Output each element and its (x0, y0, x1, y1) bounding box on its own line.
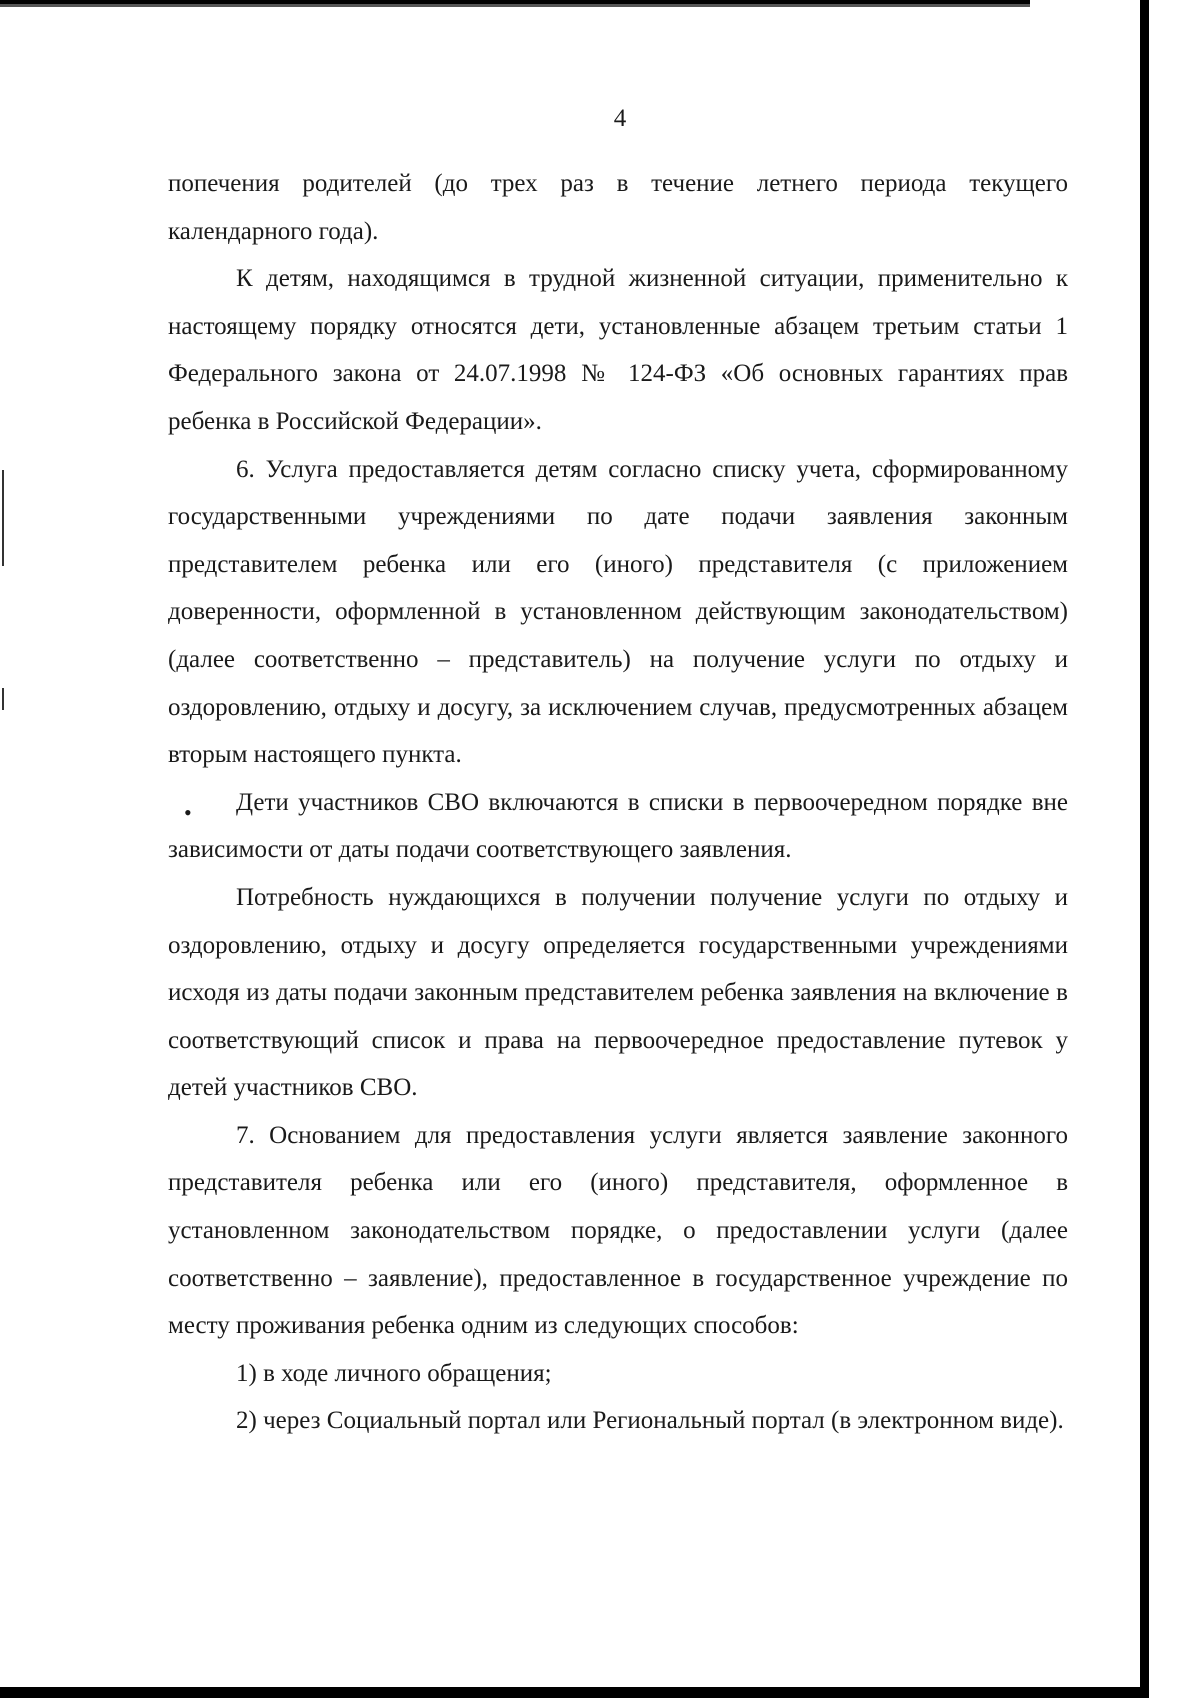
paragraph-continuation: попечения родителей (до трех раз в течение летнего периода текущего календарного года). (168, 170, 1068, 245)
scan-top-edge (0, 0, 1030, 7)
bullet-mark: • (184, 800, 192, 825)
paragraph-children-definition: К детям, находящимся в трудной жизненной ситуации, применительно к настоящему порядку относятся дети, установленные абзацем третьим статьи 1 Федерального закона от 24.07.1998 № 124-ФЗ «Об основных гарантиях прав ребенка в Российской Федерации». (168, 265, 1068, 435)
scan-margin-mark (2, 470, 4, 566)
scan-bottom-edge (0, 1687, 1149, 1698)
scan-margin-mark (2, 688, 4, 710)
list-item-1: 1) в ходе личного обращения; (236, 1359, 552, 1387)
paragraph-demand: Потребность нуждающихся в получении получение услуги по отдыху и оздоровлению, отдыху и досугу определяется государственными учреждениями исходя из даты подачи законным представителем ребенка заявления на включение в соответствующий список и права на первоочередное предоставление путевок у детей участников СВО. (168, 883, 1068, 1102)
document-body (168, 160, 1068, 1445)
paragraph-svo-priority: Дети участников СВО включаются в списки в первоочередном порядке вне зависимости от даты подачи соответствующего заявления. (168, 788, 1068, 864)
scan-right-edge (1140, 0, 1149, 1698)
paragraph-item-6: 6. Услуга предоставляется детям согласно списку учета, сформированному государственными учреждениями по дате подачи заявления законным представителем ребенка или его (иного) представителя (с приложением доверенности, оформленной в установленном действующим законодательством) (далее соответственно – представитель) на получение услуги по отдыху и оздоровлению, отдыху и досугу, за исключением случав, предусмотренных абзацем вторым настоящего пункта. (168, 455, 1068, 769)
page-number: 4 (613, 105, 627, 132)
list-item-2: 2) через Социальный портал или Региональный портал (в электронном виде). (236, 1407, 1064, 1435)
paragraph-item-7: 7. Основанием для предоставления услуги является заявление законного представителя ребенка или его (иного) представителя, оформленное в установленном законодательством порядке, о предоставлении услуги (далее соответственно – заявление), предоставленное в государственное учреждение по месту проживания ребенка одним из следующих способов: (168, 1121, 1068, 1340)
